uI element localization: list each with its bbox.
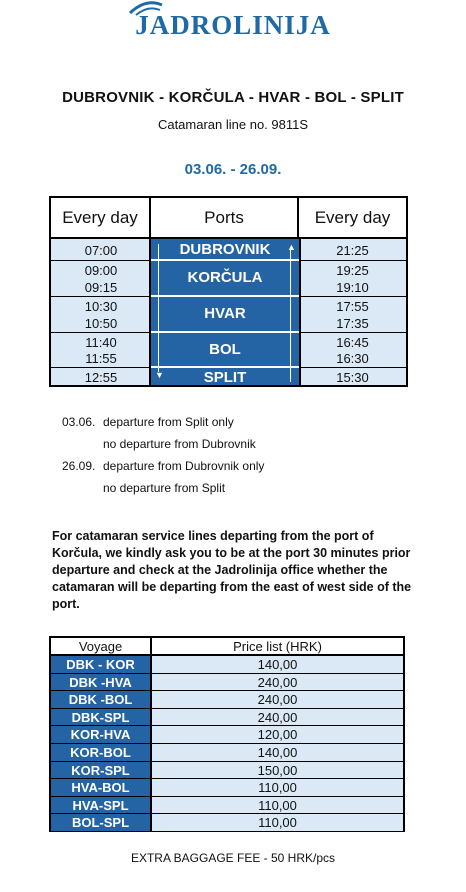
price-row (51, 674, 403, 692)
port-dubrovnik: DUBROVNIK (179, 241, 271, 258)
row-divider (299, 260, 406, 261)
route-title: DUBROVNIK - KORČULA - HVAR - BOL - SPLIT (62, 89, 404, 106)
row-divider (299, 367, 406, 368)
header-voyage: Voyage (51, 638, 152, 656)
return-time: 19:25 (336, 263, 369, 278)
departure-time: 09:00 (84, 263, 118, 278)
return-time: 16:45 (336, 335, 369, 350)
row-divider (299, 296, 406, 297)
note-text: departure from Dubrovnik only (103, 459, 265, 473)
note-text: no departure from Dubrovnik (103, 437, 256, 451)
korcula-port-notice: For catamaran service lines departing from the port of Korčula, we kindly ask you to be at the port 30 minutes prior departure and check at the Jadrolinija office whether the catamaran will be departing from the east of west side of the port. (52, 529, 412, 611)
price-row (51, 744, 403, 762)
note-date: 26.09. (62, 459, 96, 473)
departure-time: 07:00 (84, 243, 118, 258)
departure-time: 10:50 (84, 316, 118, 331)
header-ports: Ports (151, 198, 299, 239)
port-divider (151, 259, 299, 261)
port-split: SPLIT (203, 369, 247, 386)
row-divider (51, 367, 151, 368)
return-time: 19:10 (336, 280, 369, 295)
port-divider (151, 295, 299, 297)
note-date: 03.06. (62, 415, 96, 429)
port-divider (151, 366, 299, 368)
brand-name: JADROLINIJA (135, 10, 331, 40)
price-cell: 110,00 (152, 814, 403, 832)
return-time: 17:35 (336, 316, 369, 331)
header-every-day-right: Every day (299, 198, 406, 239)
departure-time: 09:15 (84, 280, 118, 295)
price-table (49, 636, 405, 832)
schedule-table (49, 196, 408, 387)
voyage-cell: KOR-BOL (51, 744, 152, 762)
note-text: departure from Split only (103, 415, 234, 429)
voyage-cell: HVA-SPL (51, 797, 152, 815)
return-time: 16:30 (336, 351, 369, 366)
port-hvar: HVAR (204, 305, 246, 322)
port-divider (151, 331, 299, 333)
price-row (51, 814, 403, 832)
departure-time: 11:55 (85, 351, 117, 366)
departure-time: 12:55 (84, 370, 118, 385)
extra-baggage-fee: EXTRA BAGGAGE FEE - 50 HRK/pcs (130, 851, 336, 865)
price-row (51, 656, 403, 674)
row-divider (51, 296, 151, 297)
voyage-cell: DBK - KOR (51, 656, 152, 674)
price-cell: 110,00 (152, 779, 403, 797)
price-row (51, 691, 403, 709)
departure-time: 11:40 (85, 335, 117, 350)
row-divider (299, 332, 406, 333)
price-cell: 110,00 (152, 797, 403, 815)
header-price: Price list (HRK) (152, 638, 403, 656)
northbound-line (290, 250, 291, 382)
validity-period: 03.06. - 26.09. (184, 161, 282, 178)
return-time: 21:25 (336, 243, 369, 258)
voyage-cell: KOR-HVA (51, 726, 152, 744)
voyage-cell: DBK -HVA (51, 674, 152, 692)
price-row (51, 762, 403, 780)
arrow-down-icon: ▼ (155, 370, 164, 380)
departure-time: 10:30 (84, 299, 118, 314)
jadrolinija-logo (0, 0, 466, 50)
price-cell: 120,00 (152, 726, 403, 744)
row-divider (51, 332, 151, 333)
note-text: no departure from Split (103, 481, 226, 495)
port-bol: BOL (209, 341, 241, 358)
voyage-cell: DBK -BOL (51, 691, 152, 709)
voyage-cell: HVA-BOL (51, 779, 152, 797)
voyage-cell: KOR-SPL (51, 762, 152, 780)
price-cell: 240,00 (152, 691, 403, 709)
return-time: 15:30 (336, 370, 369, 385)
line-number: Catamaran line no. 9811S (157, 117, 309, 132)
price-row (51, 726, 403, 744)
port-korcula: KORČULA (187, 269, 263, 286)
voyage-cell: BOL-SPL (51, 814, 152, 832)
return-time: 17:55 (336, 299, 369, 314)
voyage-cell: DBK-SPL (51, 709, 152, 727)
price-row (51, 709, 403, 727)
price-cell: 240,00 (152, 674, 403, 692)
price-cell: 240,00 (152, 709, 403, 727)
price-cell: 140,00 (152, 656, 403, 674)
southbound-line (158, 244, 159, 372)
price-cell: 140,00 (152, 744, 403, 762)
header-every-day-left: Every day (51, 198, 151, 239)
arrow-up-icon: ▲ (287, 242, 296, 252)
row-divider (51, 260, 151, 261)
price-row (51, 797, 403, 815)
price-cell: 150,00 (152, 762, 403, 780)
price-row (51, 779, 403, 797)
